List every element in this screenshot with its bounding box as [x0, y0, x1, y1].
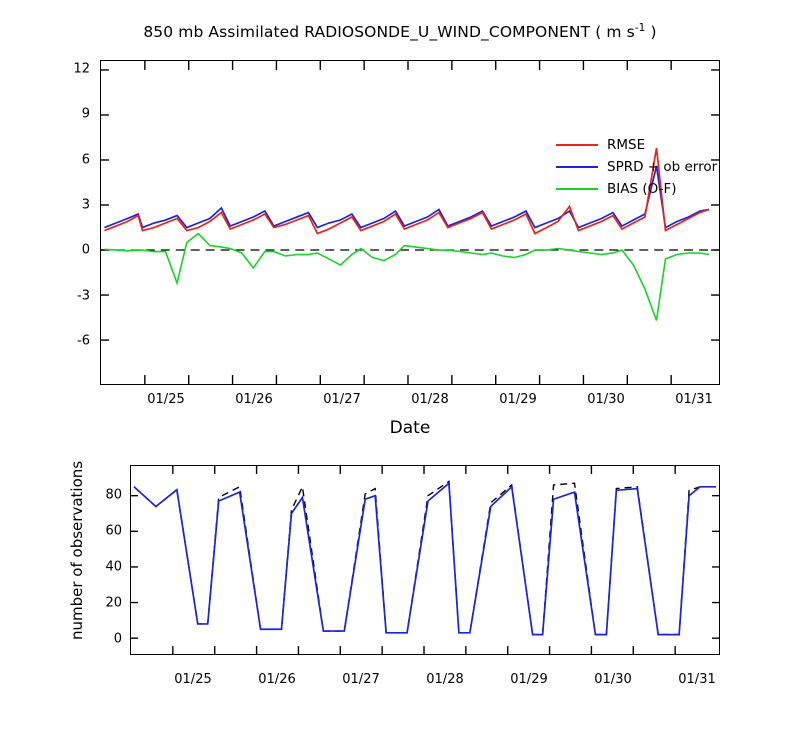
- p2-ytick-60: 60: [105, 523, 122, 539]
- p1-xtick-0130: 01/30: [587, 392, 625, 407]
- p1-ytick-12: 12: [73, 61, 90, 77]
- p2-xtick-0127: 01/27: [342, 672, 380, 687]
- p1-ytick-6: 6: [81, 152, 90, 168]
- p1-xtick-0131: 01/31: [675, 392, 713, 407]
- p2-xtick-0131: 01/31: [678, 672, 716, 687]
- chart-title-main: 850 mb Assimilated RADIOSONDE_U_WIND_COMPONENT ( m s: [143, 23, 635, 42]
- p2-xtick-0126: 01/26: [258, 672, 296, 687]
- legend-label-sprd: SPRD + ob error: [607, 159, 718, 175]
- legend-swatch-rmse: [556, 144, 598, 146]
- p1-xtick-0127: 01/27: [323, 392, 361, 407]
- p1-ytick-3: 3: [81, 197, 90, 213]
- legend-item-rmse: [556, 134, 717, 156]
- series-assimilated-obs: [134, 483, 716, 634]
- chart-title: [0, 22, 800, 41]
- p2-xtick-0129: 01/29: [510, 672, 548, 687]
- obscount-tick-marks: [173, 466, 675, 654]
- p2-ytick-0: 0: [113, 631, 122, 647]
- series-bias: [104, 234, 709, 321]
- p2-xtick-0128: 01/28: [426, 672, 464, 687]
- p2-xtick-0130: 01/30: [594, 672, 632, 687]
- legend-label-rmse: RMSE: [607, 137, 646, 153]
- legend-item-bias: [556, 178, 717, 200]
- series-possible-obs: [134, 481, 716, 634]
- p2-ytick-20: 20: [105, 595, 122, 611]
- legend-swatch-sprd: [556, 166, 598, 168]
- p2-xtick-0125: 01/25: [174, 672, 212, 687]
- p1-xtick-0125: 01/25: [147, 392, 185, 407]
- p1-xtick-0126: 01/26: [235, 392, 273, 407]
- chart-title-close: ): [645, 23, 657, 42]
- legend-label-bias: BIAS (O-F): [607, 181, 677, 197]
- p2-ytick-80: 80: [105, 487, 122, 503]
- y-tick-marks: [101, 70, 719, 340]
- legend-swatch-bias: [556, 188, 598, 190]
- x-axis-title: Date: [389, 418, 431, 438]
- chart-title-exponent: -1: [634, 22, 646, 34]
- verification-timeseries-panel: [100, 60, 720, 385]
- p1-xtick-0129: 01/29: [499, 392, 537, 407]
- obscount-plot: [131, 466, 719, 654]
- p1-ytick-neg6: -6: [77, 333, 90, 349]
- p1-xtick-0128: 01/28: [411, 392, 449, 407]
- y-axis-title: number of observations: [68, 460, 86, 640]
- p2-ytick-40: 40: [105, 559, 122, 575]
- p1-ytick-9: 9: [81, 106, 90, 122]
- legend: [556, 134, 717, 200]
- observation-counts-panel: [130, 465, 720, 655]
- legend-item-sprd: [556, 156, 717, 178]
- p1-ytick-neg3: -3: [77, 288, 90, 303]
- p1-ytick-0: 0: [81, 242, 90, 258]
- timeseries-plot: [101, 61, 719, 384]
